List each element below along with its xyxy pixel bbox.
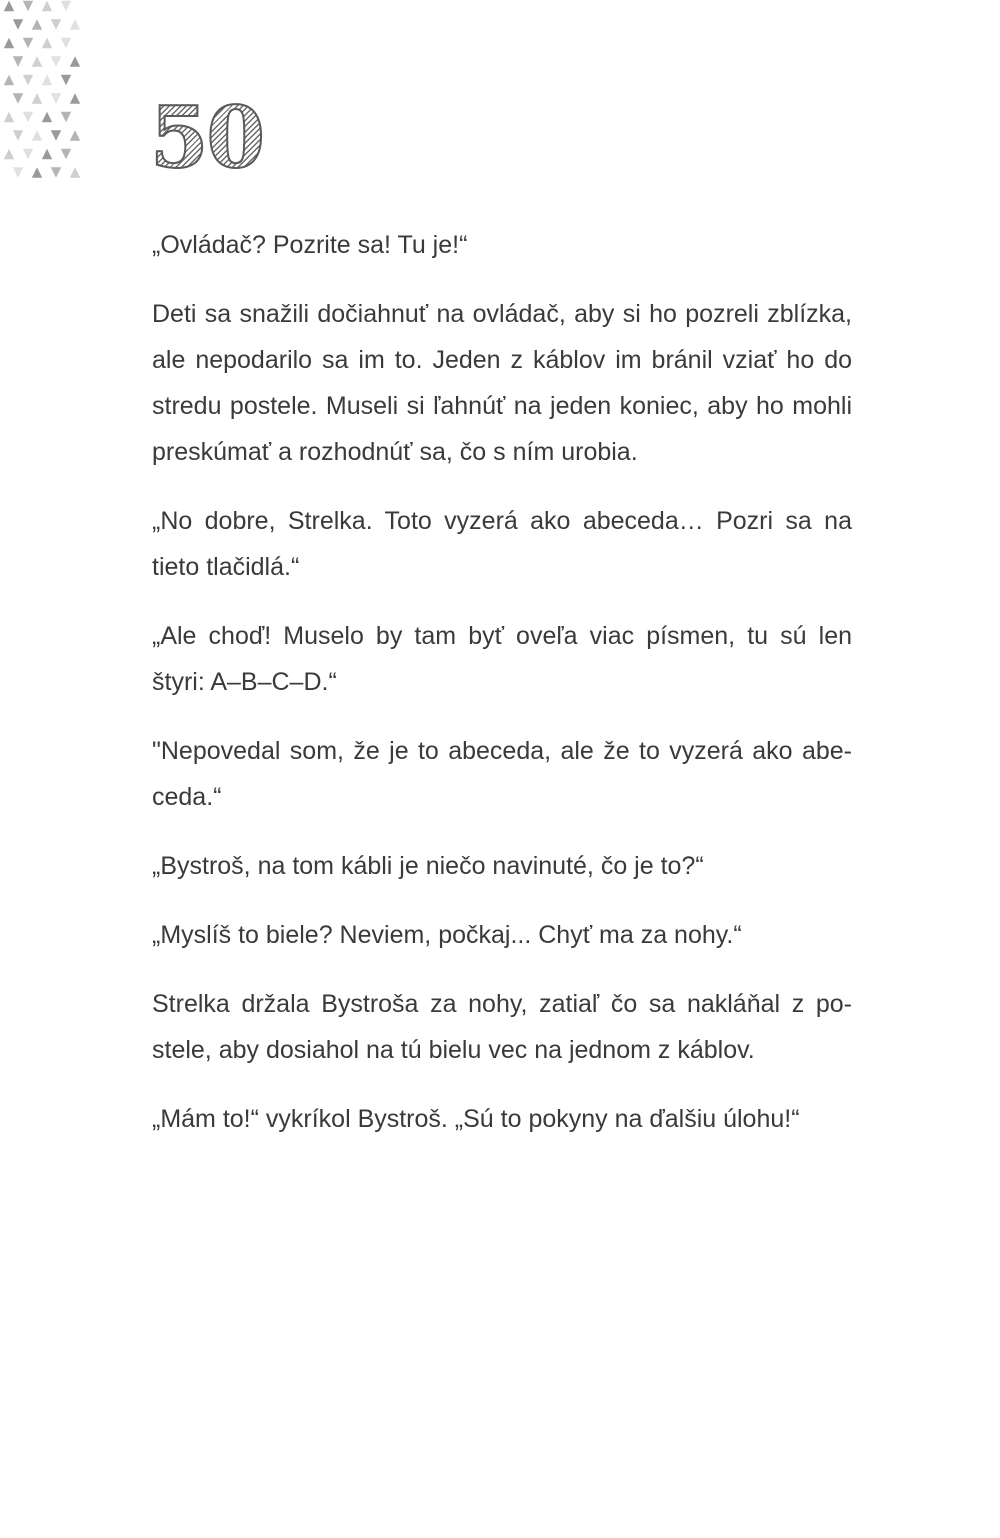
triangle-icon (23, 75, 33, 85)
chapter-text (152, 222, 852, 1165)
triangle-icon (42, 112, 52, 122)
triangle-icon (4, 38, 14, 48)
triangle-icon (23, 38, 33, 48)
triangle-icon (61, 149, 71, 159)
triangle-icon (51, 56, 61, 66)
triangle-icon (51, 167, 61, 177)
paragraph: "Nepovedal som, že je to abeceda, ale že to vyzerá ako abeceda.“ (152, 737, 852, 811)
paragraph: „Ale choď! Muselo by tam byť oveľa viac písmen, tu sú len štyri: A–B–C–D.“ (152, 622, 852, 696)
triangle-icon (13, 130, 23, 140)
triangle-icon (61, 112, 71, 122)
chapter-number: 50 (150, 88, 263, 187)
triangle-icon (23, 1, 33, 11)
triangle-icon (70, 93, 80, 103)
triangle-icon (13, 56, 23, 66)
triangle-icon (42, 38, 52, 48)
paragraph: „Bystroš, na tom kábli je niečo navinuté, čo je to?“ (152, 852, 704, 880)
triangle-icon (61, 1, 71, 11)
triangle-icon (32, 130, 42, 140)
paragraph: „Mám to!“ vykríkol Bystroš. „Sú to pokyny na ďalšiu úlohu!“ (152, 1105, 800, 1133)
triangle-icon (32, 56, 42, 66)
triangle-icon (51, 93, 61, 103)
triangle-icon (42, 75, 52, 85)
triangle-icon (70, 130, 80, 140)
triangle-icon (70, 19, 80, 29)
triangle-icon (23, 112, 33, 122)
triangle-icon (4, 1, 14, 11)
triangle-icon (32, 167, 42, 177)
triangle-icon (32, 19, 42, 29)
triangle-icon (51, 130, 61, 140)
triangle-icon (13, 19, 23, 29)
triangle-icon (61, 38, 71, 48)
triangle-icon (61, 75, 71, 85)
triangle-icon (32, 93, 42, 103)
triangle-pattern-decoration (0, 0, 90, 185)
triangle-icon (4, 112, 14, 122)
triangle-icon (51, 19, 61, 29)
triangle-icon (13, 167, 23, 177)
paragraph: Strelka držala Bystroša za nohy, zatiaľ čo sa nakláňal z postele, aby dosiahol na tú bielu vec na jednom z káblov. (152, 990, 852, 1064)
triangle-icon (23, 149, 33, 159)
paragraph: „No dobre, Strelka. Toto vyzerá ako abeceda… Pozri sa na tieto tlačidlá.“ (152, 507, 852, 581)
paragraph: „Myslíš to biele? Neviem, počkaj... Chyť ma za nohy.“ (152, 921, 742, 949)
triangle-icon (4, 75, 14, 85)
triangle-icon (42, 1, 52, 11)
paragraph: Deti sa snažili dočiahnuť na ovládač, aby si ho pozreli zblízka, ale nepodarilo sa im to. Jeden z káblov im bránil vziať ho do stredu postele. Museli si ľahnúť na jeden koniec, aby ho mohli preskúmať a rozhodnúť sa, čo s ním urobia. (152, 300, 852, 466)
triangle-icon (70, 167, 80, 177)
triangle-icon (42, 149, 52, 159)
triangle-icon (70, 56, 80, 66)
paragraph: „Ovládač? Pozrite sa! Tu je!“ (152, 231, 468, 259)
triangle-icon (13, 93, 23, 103)
triangle-icon (4, 149, 14, 159)
